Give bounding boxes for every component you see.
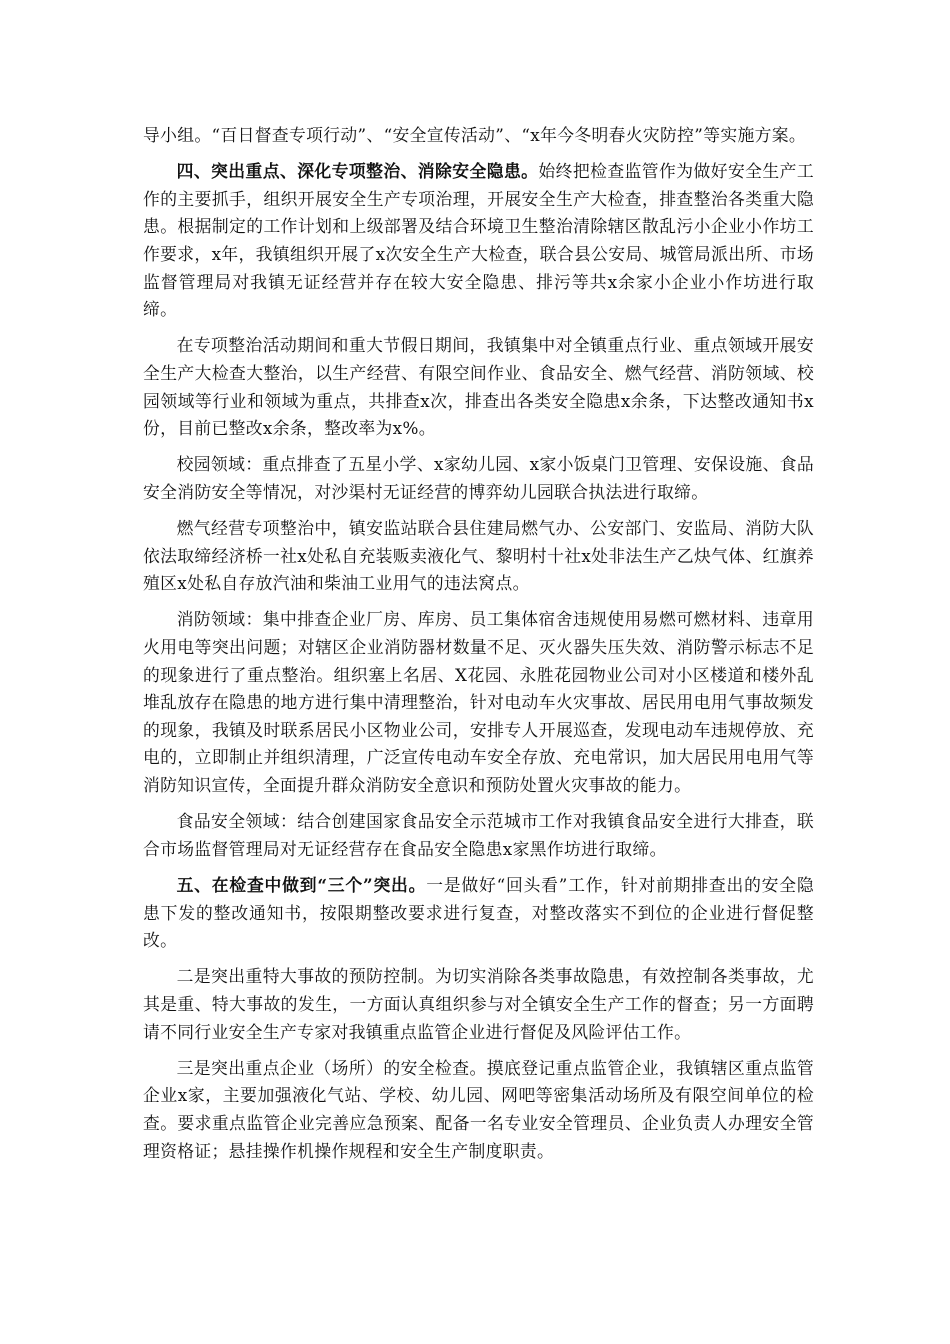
section-four-heading: 四、突出重点、深化专项整治、消除安全隐患。 bbox=[176, 161, 539, 182]
fire-field-paragraph bbox=[143, 606, 814, 799]
campus-field-paragraph bbox=[143, 451, 814, 506]
paragraph-continued bbox=[143, 122, 814, 150]
paragraph-text: 二是突出重特大事故的预防控制。为切实消除各类事故隐患，有效控制各类事故，尤其是重、特大事故的发生，一方面认真组织参与对全镇安全生产工作的督查；另一方面聘请不同行业安全生产专家对我镇重点监管企业进行督促及风险评估工作。 bbox=[143, 966, 814, 1042]
paragraph-text: 三是突出重点企业（场所）的安全检查。摸底登记重点监管企业，我镇辖区重点监管企业x家，主要加强液化气站、学校、幼儿园、网吧等密集活动场所及有限空间单位的检查。要求重点监管企业完善应急预案、配备一名专业安全管理员、企业负责人办理安全管理资格证；悬挂操作机操作规程和安全生产制度职责。 bbox=[143, 1057, 814, 1161]
food-safety-paragraph bbox=[143, 808, 814, 863]
paragraph-text: 在专项整治活动期间和重大节假日期间，我镇集中对全镇重点行业、重点领域开展安全生产大检查大整治，以生产经营、有限空间作业、食品安全、燃气经营、消防领域、校园领域等行业和领域为重点，共排查x次，排查出各类安全隐患x余条，下达整改通知书x份，目前已整改x余条，整改率为x%。 bbox=[143, 335, 814, 439]
paragraph-text: 食品安全领域：结合创建国家食品安全示范城市工作对我镇食品安全进行大排查，联合市场监督管理局对无证经营存在食品安全隐患x家黑作坊进行取缔。 bbox=[143, 811, 814, 859]
section-five-paragraph bbox=[143, 872, 814, 955]
special-rectification-paragraph bbox=[143, 332, 814, 442]
paragraph-text: 一是做好“回头看”工作，针对前期排查出的安全隐患下发的整改通知书，按限期整改要求进行复查，对整改落实不到位的企业进行督促整改。 bbox=[143, 875, 814, 951]
paragraph-text: 导小组。“百日督查专项行动”、“安全宣传活动”、“x年今冬明春火灾防控”等实施方案。 bbox=[143, 125, 806, 145]
paragraph-text: 消防领域：集中排查企业厂房、库房、员工集体宿舍违规使用易燃可燃材料、违章用火用电等突出问题；对辖区企业消防器材数量不足、灭火器失压失效、消防警示标志不足的现象进行了重点整治。组织塞上名居、X花园、永胜花园物业公司对小区楼道和楼外乱堆乱放存在隐患的地方进行集中清理整治，针对电动车火灾事故、居民用电用气事故频发的现象，我镇及时联系居民小区物业公司，安排专人开展巡查，发现电动车违规停放、充电的，立即制止并组织清理，广泛宣传电动车安全存放、充电常识，加大居民用电用气等消防知识宣传，全面提升群众消防安全意识和预防处置火灾事故的能力。 bbox=[143, 609, 814, 796]
paragraph-text: 校园领域：重点排查了五星小学、x家幼儿园、x家小饭桌门卫管理、安保设施、食品安全消防安全等情况，对沙渠村无证经营的博弈幼儿园联合执法进行取缔。 bbox=[143, 454, 814, 502]
section-four-paragraph bbox=[143, 158, 814, 324]
paragraph-text: 燃气经营专项整治中，镇安监站联合县住建局燃气办、公安部门、安监局、消防大队依法取缔经济桥一社x处私自充装贩卖液化气、黎明村十社x处非法生产乙炔气体、红旗养殖区x处私自存放汽油和柴油工业用气的违法窝点。 bbox=[143, 518, 814, 594]
paragraph-text: 始终把检查监管作为做好安全生产工作的主要抓手，组织开展安全生产专项治理，开展安全生产大检查，排查整治各类重大隐患。根据制定的工作计划和上级部署及结合环境卫生整治清除辖区散乱污小企业小作坊工作要求，x年，我镇组织开展了x次安全生产大检查，联合县公安局、城管局派出所、市场监督管理局对我镇无证经营并存在较大安全隐患、排污等共x余家小企业小作坊进行取缔。 bbox=[143, 161, 814, 320]
key-enterprise-paragraph bbox=[143, 1055, 814, 1165]
accident-prevention-paragraph bbox=[143, 963, 814, 1046]
document-page bbox=[143, 122, 814, 1174]
gas-business-paragraph bbox=[143, 515, 814, 598]
section-five-heading: 五、在检查中做到“三个”突出。 bbox=[176, 875, 427, 895]
